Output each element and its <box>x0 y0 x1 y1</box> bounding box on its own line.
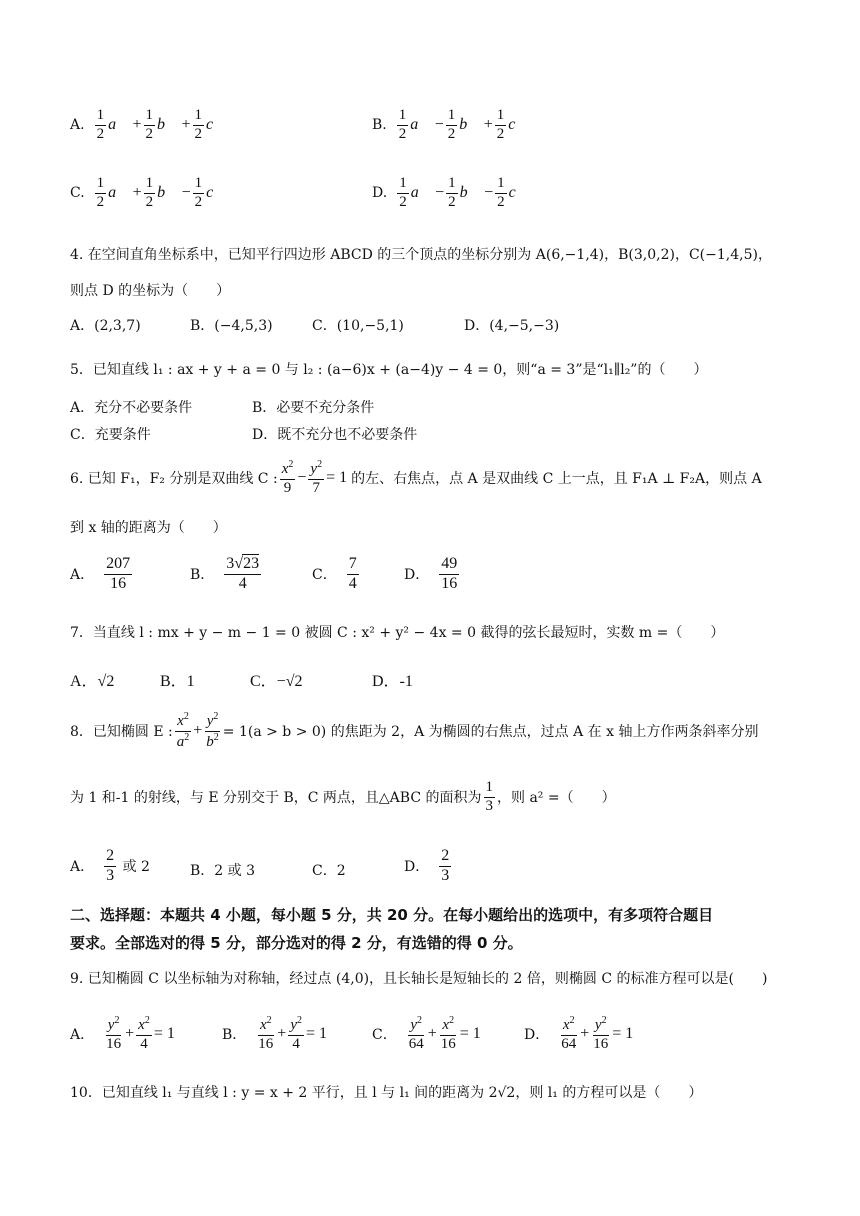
q6-option-b: B． $\frac{3√23}{4}$ <box>190 555 260 592</box>
q5-option-c: C．充要条件 <box>70 427 151 443</box>
q6-option-a: A． $\frac{207}{16}$ <box>70 555 131 592</box>
q9-option-a: A． $\frac{y^2}{16}$ + $\frac{x^2}{4}$ = 1 <box>70 1015 175 1052</box>
q7-option-b: B．1 <box>160 673 195 690</box>
q8-stem-line1-b: = 1(a > b > 0) 的焦距为 2，A 为椭圆的右焦点，过点 A 在 x 轴上方作两条斜率分别 <box>222 724 759 741</box>
q5-option-a: A．充分不必要条件 <box>70 400 193 416</box>
q8-option-b: B．2 或 3 <box>190 863 256 879</box>
q10-stem: 10．已知直线 l₁ 与直线 l : y = x + 2 平行，且 l 与 l₁ 间的距离为 2√2，则 l₁ 的方程可以是（ ） <box>70 1085 703 1101</box>
q7-stem: 7．当直线 l : mx + y − m − 1 = 0 被圆 C : x² + y² − 4x = 0 截得的弦长最短时，实数 m =（ ） <box>70 625 725 641</box>
q9-option-d: D． $\frac{x^2}{64}$ + $\frac{y^2}{16}$ = 1 <box>524 1015 634 1052</box>
q6-option-c: C． $\frac{7}{4}$ <box>312 555 357 592</box>
q4-option-a: A．(2,3,7) <box>70 318 141 334</box>
q6-stem-line1-b: 的左、右焦点，点 A 是双曲线 C 上一点，且 F₁A ⊥ F₂A，则点 A <box>351 471 762 488</box>
q8-option-d: D． $\frac{2}{3}$ <box>404 847 450 884</box>
q8-stem-line1-a: 8．已知椭圆 E : <box>70 724 173 741</box>
q3-option-b-label: B. <box>372 117 387 134</box>
q8-option-c: C．2 <box>312 863 346 879</box>
section2-heading-line2: 要求。全部选对的得 5 分，部分选对的得 2 分，有选错的得 0 分。 <box>70 934 523 952</box>
q3-option-d-label: D. <box>372 185 388 202</box>
q4-option-c: C．(10,−5,1) <box>312 318 404 334</box>
q5-option-d: D．既不充分也不必要条件 <box>252 427 418 443</box>
q3-option-a: A. $\frac{1}{2}$ a⃗ + $\frac{1}{2}$ b⃗ + $\frac{1}{2}$ c⃗ <box>70 107 226 142</box>
q4-stem-line2: 则点 D 的坐标为（ ） <box>70 283 231 299</box>
q3-option-c-label: C. <box>70 185 85 202</box>
q9-option-c: C． $\frac{y^2}{64}$ + $\frac{x^2}{16}$ = 1 <box>372 1015 481 1052</box>
q5-option-b: B．必要不充分条件 <box>252 400 375 416</box>
q9-stem: 9. 已知椭圆 C 以坐标轴为对称轴，经过点 (4,0)，且长轴长是短轴长的 2 倍，则椭圆 C 的标准方程可以是( ) <box>70 971 768 987</box>
q8-stem-line2-a: 为 1 和-1 的射线，与 E 分别交于 B，C 两点，且△ABC 的面积为 <box>70 790 482 807</box>
q3-option-b: B. $\frac{1}{2}$ a⃗ − $\frac{1}{2}$ b⃗ + $\frac{1}{2}$ c⃗ <box>372 107 528 142</box>
q4-option-d: D．(4,−5,−3) <box>464 318 560 334</box>
q3-option-c: C. $\frac{1}{2}$ a⃗ + $\frac{1}{2}$ b⃗ − $\frac{1}{2}$ c⃗ <box>70 175 226 210</box>
q6-stem-line1-a: 6. 已知 F₁，F₂ 分别是双曲线 C : <box>70 471 278 488</box>
q4-stem-line1: 4. 在空间直角坐标系中，已知平行四边形 ABCD 的三个顶点的坐标分别为 A(6,−1,4)，B(3,0,2)，C(−1,4,5)， <box>70 247 772 263</box>
q3-option-d: D. $\frac{1}{2}$ a⃗ − $\frac{1}{2}$ b⃗ − $\frac{1}{2}$ c⃗ <box>372 175 529 210</box>
q6-stem-line1: 6. 已知 F₁，F₂ 分别是双曲线 C : $\frac{x^2}{9}$ − $\frac{y^2}{7}$ = 1 的左、右焦点，点 A 是双曲线 C 上一点，且 F₁A ⊥ F₂A，则点 A <box>70 459 762 496</box>
q8-stem-line1: 8．已知椭圆 E : $\frac{x^2}{a^2}$ + $\frac{y^2}{b^2}$ = 1(a > b > 0) 的焦距为 2，A 为椭圆的右焦点，过点 A 在 x 轴上方作两条斜率分别 <box>70 711 759 750</box>
q7-option-d: D．-1 <box>372 673 413 690</box>
q7-option-a: A．√2 <box>70 673 115 690</box>
q9-option-b: B． $\frac{x^2}{16}$ + $\frac{y^2}{4}$ = 1 <box>222 1015 328 1052</box>
q3-option-a-label: A. <box>70 117 85 134</box>
q7-option-c: C．−√2 <box>250 673 303 690</box>
section2-heading-line1: 二、选择题：本题共 4 小题，每小题 5 分，共 20 分。在每小题给出的选项中，有多项符合题目 <box>70 906 714 924</box>
q5-stem: 5．已知直线 l₁ : ax + y + a = 0 与 l₂ : (a−6)x + (a−4)y − 4 = 0，则“a = 3”是“l₁∥l₂”的（ ） <box>70 362 708 378</box>
q8-stem-line2: 为 1 和-1 的射线，与 E 分别交于 B，C 两点，且△ABC 的面积为 $\frac{1}{3}$ ，则 a² =（ ） <box>70 779 616 814</box>
q8-option-a: A． $\frac{2}{3}$ 或 2 <box>70 847 150 884</box>
q8-stem-line2-b: ，则 a² =（ ） <box>497 790 616 807</box>
q6-stem-line2: 到 x 轴的距离为（ ） <box>70 520 227 536</box>
q4-option-b: B．(−4,5,3) <box>190 318 273 334</box>
q6-option-d: D． $\frac{49}{16}$ <box>404 555 458 592</box>
